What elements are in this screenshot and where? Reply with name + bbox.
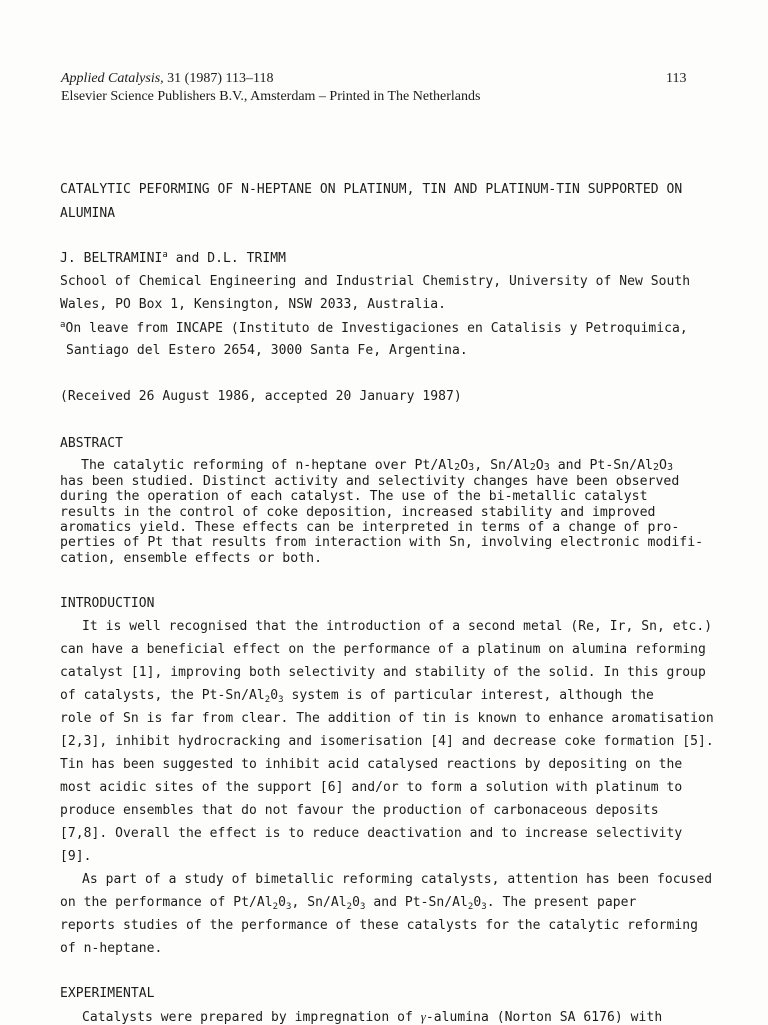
intro-line-5: role of Sn is far from clear. The addition of tin is known to enhance aromatisation: [60, 711, 714, 726]
intro-line-7: Tin has been suggested to inhibit acid catalysed reactions by depositing on the: [60, 757, 683, 772]
author-list: [60, 250, 286, 266]
abstract-heading: ABSTRACT: [60, 436, 124, 451]
experimental-heading: EXPERIMENTAL: [60, 986, 155, 1001]
affiliation-note-mark: a: [60, 320, 66, 330]
affiliation-note-line-1: $^a$On leave from INCAPE (Instituto de Investigaciones en Catalisis y Petroquimica,: [60, 320, 688, 336]
abstract-line-5: aromatics yield. These effects can be interpreted in terms of a change of pro-: [60, 520, 680, 535]
journal-volume: 31 (1987) 113–118: [163, 71, 274, 86]
affiliation-note-line-2: Santiago del Estero 2654, 3000 Santa Fe, Argentina.: [66, 343, 468, 358]
intro-line-11: [9].: [60, 849, 92, 864]
journal-citation: [61, 71, 273, 87]
intro-p2-line-1: As part of a study of bimetallic reforming catalysts, attention has been focused: [82, 872, 713, 887]
intro-line-9: produce ensembles that do not favour the production of carbonaceous deposits: [60, 803, 659, 818]
intro-line-6: [2,3], inhibit hydrocracking and isomerisation [4] and decrease coke formation [5].: [60, 734, 714, 749]
abstract-line-3: during the operation of each catalyst. The use of the bi-metallic catalyst: [60, 489, 648, 504]
affiliation-line-2: Wales, PO Box 1, Kensington, NSW 2033, Australia.: [60, 297, 446, 312]
page-number: 113: [666, 71, 687, 86]
intro-line-2: can have a beneficial effect on the performance of a platinum on alumina reforming: [60, 642, 706, 657]
intro-p2-line-2: on the performance of $Pt/Al_20_3$, $Sn/Al_20_3$ and $Pt-Sn/Al_20_3$. The present paper: [60, 895, 637, 912]
abstract-line-7: cation, ensemble effects or both.: [60, 551, 323, 566]
intro-line-8: most acidic sites of the support [6] and/or to form a solution with platinum to: [60, 780, 683, 795]
abstract-line-1: The catalytic reforming of n-heptane over Pt/Al2O3, Sn/Al2O3 and Pt-Sn/Al2O3: [81, 458, 674, 473]
author-1: J. BELTRAMINI: [60, 251, 163, 266]
journal-name: Applied Catalysis,: [61, 71, 164, 86]
abstract-line-4: results in the control of coke deposition, increased stability and improved: [60, 505, 656, 520]
author-1-mark: a: [162, 250, 168, 260]
intro-line-4: of catalysts, the $Pt-Sn/Al_20_3$ system is of particular interest, although the: [60, 688, 654, 705]
intro-line-1: It is well recognised that the introduction of a second metal (Re, Ir, Sn, etc.): [82, 619, 713, 634]
paper-title-line-1: CATALYTIC PEFORMING OF N-HEPTANE ON PLATINUM, TIN AND PLATINUM-TIN SUPPORTED ON: [60, 182, 683, 197]
author-2: and D.L. TRIMM: [167, 251, 287, 266]
received-date: (Received 26 August 1986, accepted 20 January 1987): [60, 389, 462, 404]
abstract-line-6: perties of Pt that results from interaction with Sn, involving electronic modifi-: [60, 535, 704, 550]
publisher-line: Elsevier Science Publishers B.V., Amsterdam – Printed in The Netherlands: [61, 89, 481, 104]
intro-p2-line-3: reports studies of the performance of these catalysts for the catalytic reforming: [60, 918, 699, 933]
introduction-heading: INTRODUCTION: [60, 596, 155, 611]
experimental-line-1: Catalysts were prepared by impregnation of γ-alumina (Norton SA 6176) with: [82, 1009, 663, 1025]
paper-title-line-2: ALUMINA: [60, 206, 116, 221]
affiliation-line-1: School of Chemical Engineering and Industrial Chemistry, University of New South: [60, 274, 691, 289]
intro-line-3: catalyst [1], improving both selectivity and stability of the solid. In this group: [60, 665, 706, 680]
intro-p2-line-4: of n-heptane.: [60, 941, 163, 956]
intro-line-10: [7,8]. Overall the effect is to reduce deactivation and to increase selectivity: [60, 826, 683, 841]
abstract-line-2: has been studied. Distinct activity and selectivity changes have been observed: [60, 474, 680, 489]
